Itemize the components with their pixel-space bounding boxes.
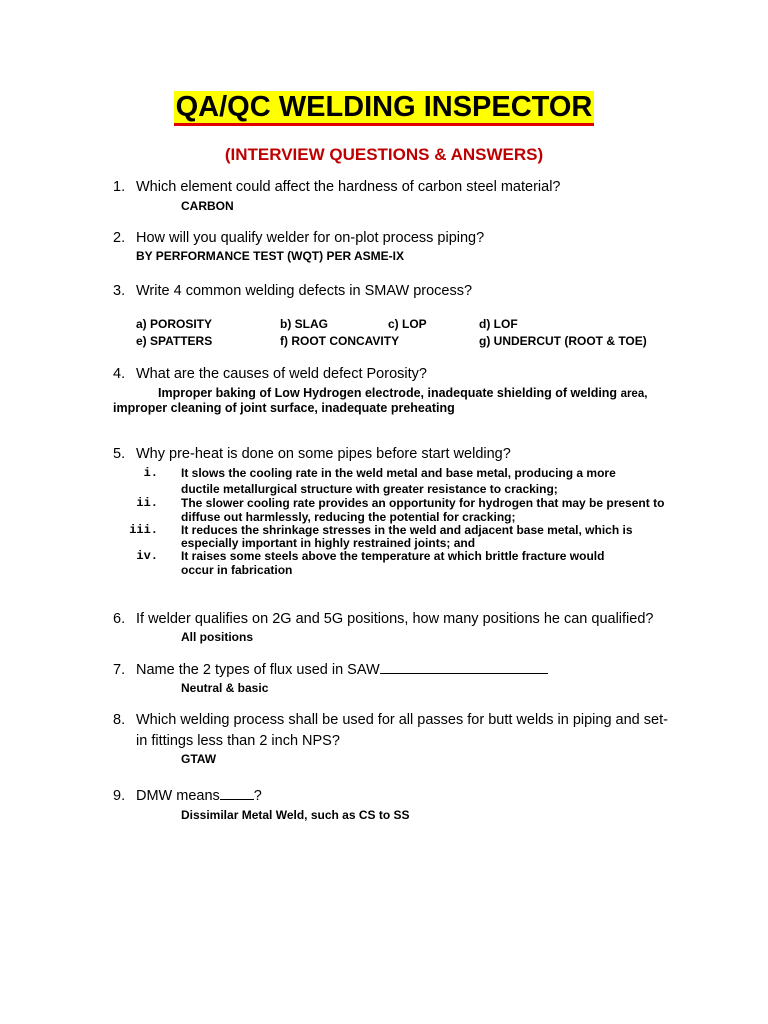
answer-6: All positions [181, 630, 253, 644]
roman-numeral: ii. [136, 496, 158, 510]
answer-blank [380, 673, 548, 674]
reason-line: diffuse out harmlessly, reducing the potential for cracking; [181, 510, 516, 524]
defect-item: b) SLAG [280, 317, 328, 331]
title-text: QA/QC WELDING INSPECTOR [174, 91, 595, 126]
answer-4-line-2: improper cleaning of joint surface, inadequate preheating [113, 401, 455, 415]
question-text: Name the 2 types of flux used in SAW [136, 662, 380, 678]
question-number: 9. [113, 788, 126, 804]
defect-item: g) UNDERCUT (ROOT & TOE) [479, 334, 647, 348]
reason-line: The slower cooling rate provides an opportunity for hydrogen that may be present to [181, 496, 665, 510]
answer-7: Neutral & basic [181, 681, 269, 695]
answer-4-line-1 [158, 386, 647, 400]
question-text: DMW means [136, 788, 220, 804]
reason-line: It reduces the shrinkage stresses in the weld and adjacent base metal, which is [181, 523, 633, 537]
page-title [0, 90, 768, 124]
roman-numeral: i. [143, 466, 158, 480]
answer-2: BY PERFORMANCE TEST (WQT) PER ASME-IX [136, 249, 405, 263]
defect-item: e) SPATTERS [136, 334, 213, 348]
reason-line: ductile metallurgical structure with greater resistance to cracking; [181, 482, 558, 496]
answer-1: CARBON [181, 199, 234, 213]
answer-8: GTAW [181, 752, 217, 766]
question-number: 7. [113, 662, 126, 678]
question-text: Write 4 common welding defects in SMAW process? [136, 283, 473, 299]
defect-item: d) LOF [479, 317, 518, 331]
roman-numeral: iii. [129, 523, 158, 537]
question-number: 4. [113, 366, 126, 382]
question-number: 5. [113, 446, 126, 462]
question-text: Which welding process shall be used for all passes for butt welds in piping and set- [136, 712, 668, 728]
question-number: 6. [113, 611, 126, 627]
question-text-tail: ? [253, 788, 262, 804]
answer-9: Dissimilar Metal Weld, such as CS to SS [181, 808, 410, 822]
question-number: 2. [113, 230, 126, 246]
defect-item: f) ROOT CONCAVITY [280, 334, 400, 348]
question-text: What are the causes of weld defect Porosity? [136, 366, 427, 382]
question-text: If welder qualifies on 2G and 5G positions, how many positions he can qualified? [136, 611, 654, 627]
defect-item: c) LOP [388, 317, 427, 331]
roman-numeral: iv. [136, 549, 158, 563]
question-number: 3. [113, 283, 126, 299]
answer-text: Improper baking of Low Hydrogen electrode, inadequate shielding of welding [158, 386, 618, 400]
question-8-line-2: in fittings less than 2 inch NPS? [136, 733, 340, 749]
question-number: 1. [113, 179, 126, 195]
answer-text-tail: area, [620, 388, 648, 400]
reason-line: occur in fabrication [181, 563, 293, 577]
question-text: How will you qualify welder for on-plot process piping? [136, 230, 485, 246]
reason-line: It slows the cooling rate in the weld metal and base metal, producing a more [181, 466, 616, 480]
reason-line: especially important in highly restrained joints; and [181, 536, 476, 550]
reason-line: It raises some steels above the temperature at which brittle fracture would [181, 549, 605, 563]
question-text: Which element could affect the hardness of carbon steel material? [136, 179, 561, 195]
page-subtitle: (INTERVIEW QUESTIONS & ANSWERS) [224, 145, 544, 164]
question-text: Why pre-heat is done on some pipes before start welding? [136, 446, 511, 462]
answer-blank [220, 799, 254, 800]
defect-item: a) POROSITY [136, 317, 213, 331]
question-number: 8. [113, 712, 126, 728]
